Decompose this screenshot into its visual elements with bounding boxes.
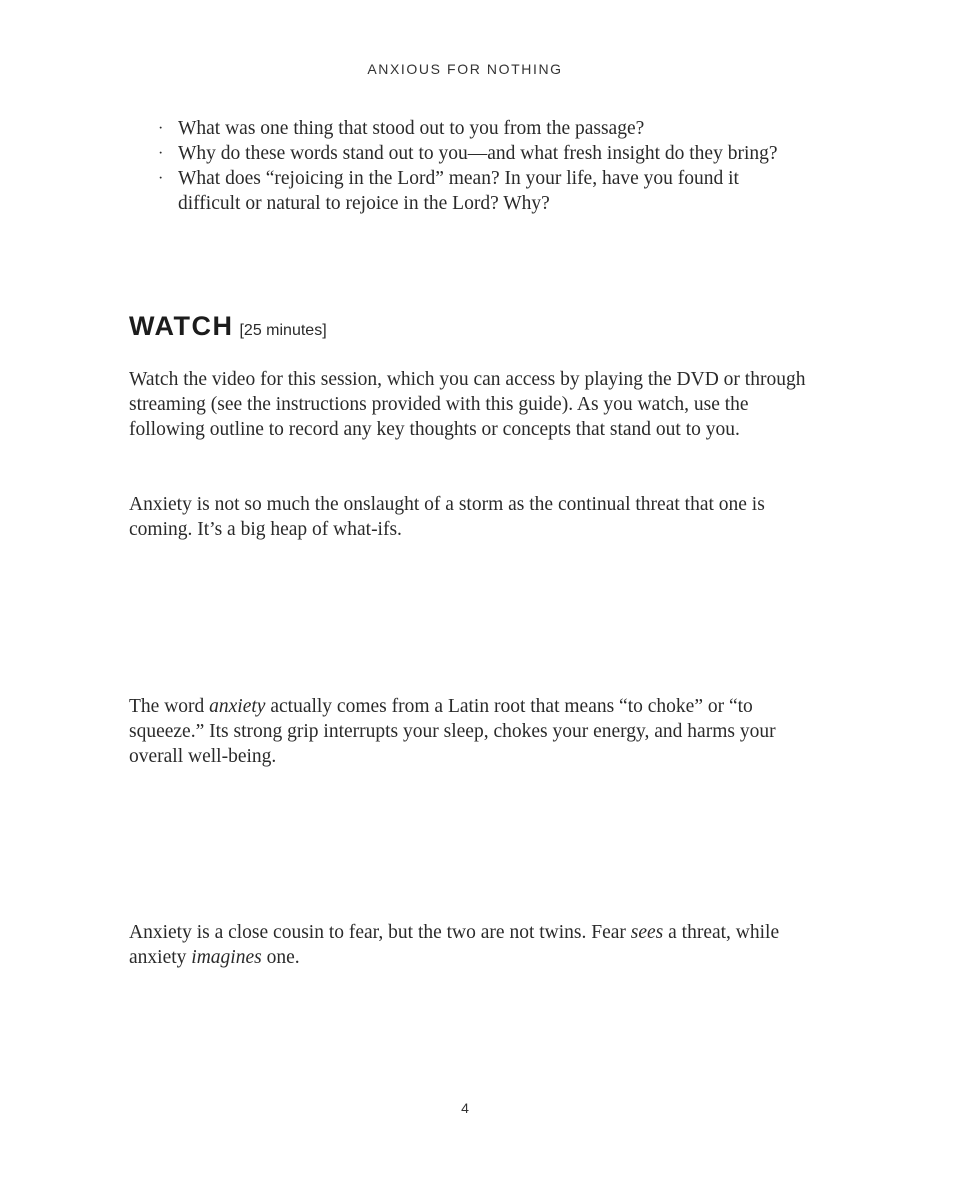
- section-heading: [129, 311, 327, 342]
- question-text: What was one thing that stood out to you from the passage?: [178, 118, 645, 139]
- list-item: [155, 116, 795, 141]
- outline-point-2: The word anxiety actually comes from a Latin root that means “to choke” or “to squeeze.” Its strong grip interrupts your sleep, chokes your energy, and harms your overall well-being.: [129, 696, 776, 767]
- outline-point-3: Anxiety is a close cousin to fear, but the two are not twins. Fear sees a threat, while anxiety imagines one.: [129, 922, 780, 968]
- emphasis-imagines: imagines: [191, 947, 262, 968]
- list-item: [155, 166, 795, 216]
- page-number: 4: [461, 1100, 469, 1116]
- section-title: WATCH: [129, 311, 234, 341]
- discussion-questions-list: [155, 116, 795, 216]
- watch-intro-paragraph: Watch the video for this session, which you can access by playing the DVD or through streaming (see the instructions provided with this guide). As you watch, use the following outline to record any key thoughts or concepts that stand out to you.: [129, 369, 806, 440]
- bullet-marker: ·: [158, 170, 164, 187]
- outline-point-1: Anxiety is not so much the onslaught of a storm as the continual threat that one is coming. It’s a big heap of what-ifs.: [129, 494, 765, 540]
- question-text: Why do these words stand out to you—and what fresh insight do they bring?: [178, 143, 778, 164]
- emphasis-sees: sees: [630, 922, 664, 943]
- bullet-marker: ·: [158, 145, 164, 162]
- bullet-marker: ·: [158, 120, 164, 137]
- list-item: [155, 141, 795, 166]
- emphasis-anxiety: anxiety: [209, 696, 266, 717]
- question-text: What does “rejoicing in the Lord” mean? In your life, have you found it difficult or natural to rejoice in the Lord? Why?: [178, 168, 739, 214]
- section-duration: [25 minutes]: [239, 322, 327, 339]
- running-header: ANXIOUS FOR NOTHING: [367, 61, 563, 77]
